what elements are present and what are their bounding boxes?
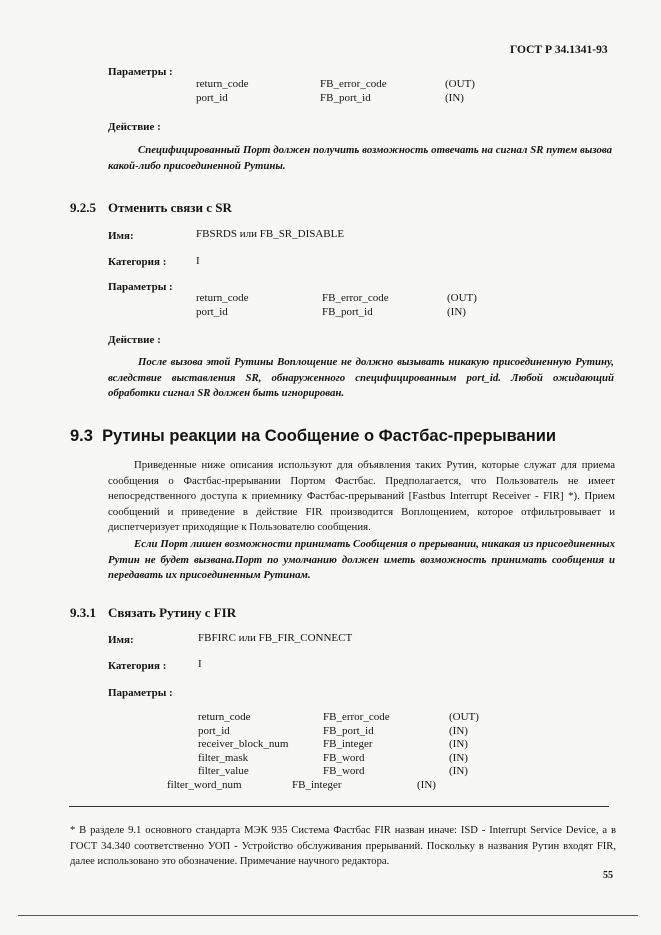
name-label: Имя: — [108, 230, 134, 242]
param-name: port_id — [196, 305, 228, 318]
param-row — [0, 292, 661, 306]
param-type: FB_port_id — [320, 91, 371, 104]
section-number: 9.3.1 — [70, 605, 96, 620]
param-row — [0, 765, 661, 779]
footnote-divider — [69, 806, 609, 807]
name-value: FBFIRC или FB_FIR_CONNECT — [198, 632, 353, 644]
action-text: После вызова этой Рутины Воплощение не должно вызывать никакую присоединенную Рутину, вследствие выставления SR, обнаруженного специфицированным port_id. Любой ожидающий обработки сигнал SR должен быть игнорирован. — [108, 356, 614, 399]
param-type: FB_word — [323, 765, 365, 777]
param-type: FB_error_code — [323, 711, 390, 723]
param-name: port_id — [198, 724, 230, 737]
params-table-3 — [0, 711, 661, 792]
param-type: FB_word — [323, 751, 365, 764]
param-dir: (IN) — [449, 751, 468, 764]
name-value: FBSRDS или FB_SR_DISABLE — [196, 228, 345, 240]
param-row — [0, 306, 661, 320]
param-type: FB_error_code — [322, 292, 389, 304]
section-title: Отменить связи с SR — [108, 200, 232, 215]
section-heading-9-3-1 — [70, 605, 236, 621]
param-name: filter_mask — [198, 751, 249, 764]
section-number: 9.2.5 — [70, 200, 96, 215]
category-label: Категория : — [108, 256, 167, 268]
param-row — [0, 738, 661, 752]
name-label: Имя: — [108, 634, 134, 646]
param-type: FB_port_id — [322, 305, 373, 318]
param-type: FB_port_id — [323, 724, 374, 737]
category-value: I — [196, 255, 200, 267]
param-name: return_code — [196, 78, 249, 90]
category-label: Категория : — [108, 660, 167, 672]
param-dir: (OUT) — [445, 78, 475, 90]
category-value: I — [198, 658, 202, 670]
param-dir: (OUT) — [449, 711, 479, 723]
param-name: return_code — [196, 292, 249, 304]
param-row — [0, 779, 661, 793]
action-text: Специфицированный Порт должен получить возможность отвечать на сигнал SR путем вызова какой-либо присоединенной Рутины. — [108, 144, 612, 172]
param-dir: (IN) — [447, 305, 466, 318]
param-name: return_code — [198, 711, 251, 723]
params-table-1 — [0, 78, 661, 105]
param-row — [0, 752, 661, 766]
section-title: Связать Рутину с FIR — [108, 605, 237, 620]
action-label: Действие : — [108, 121, 161, 133]
param-row — [0, 725, 661, 739]
param-type: FB_integer — [292, 778, 342, 791]
running-header: ГОСТ Р 34.1341-93 — [510, 44, 608, 56]
param-row — [0, 92, 661, 106]
intro-paragraph-italic: Если Порт лишен возможности принимать Сообщения о прерывании, никакая из присоединенных Рутин не будет вызвана.Порт по умолчанию должен иметь возможность принимать сообщения и передавать их присоединенным Рутинам. — [108, 538, 615, 581]
param-name: filter_value — [198, 765, 249, 777]
section-number: 9.3 — [70, 427, 93, 445]
intro-paragraph: Приведенные ниже описания используют для объявления таких Рутин, которые служат для приема сообщения о Фастбас-прерывании Портом Фастбас. Предполагается, что Пользователь не имеет непосредственного доступа к приемнику Фастбас-прерываний [Fastbus Interrupt Receiver - FIR] *). Прием сообщений и приведение в действие FIR производится Воплощением, которое отфильтровывает и диспетчеризует приходящие к Пользователю сообщения. — [108, 459, 615, 533]
params-label: Параметры : — [108, 66, 173, 78]
param-name: port_id — [196, 91, 228, 104]
footnote: * В разделе 9.1 основного стандарта МЭК 935 Система Фастбас FIR назван иначе: ISD - Interrupt Service Device, а в ГОСТ 34.340 соответственно УОП - Устройство обслуживания прерываний. Поскольку в названия Рутин входят FIR, далее использовано это обозначение. Примечание научного редактора. — [70, 825, 616, 867]
param-dir: (IN) — [445, 91, 464, 104]
page-number: 55 — [603, 870, 613, 881]
param-dir: (IN) — [417, 778, 436, 791]
param-type: FB_integer — [323, 738, 373, 750]
param-type: FB_error_code — [320, 78, 387, 90]
param-row — [0, 78, 661, 92]
section-title: Рутины реакции на Сообщение о Фастбас-прерывании — [102, 427, 556, 445]
action-label: Действие : — [108, 334, 161, 346]
param-dir: (IN) — [449, 765, 468, 777]
param-name: filter_word_num — [167, 778, 242, 791]
param-dir: (IN) — [449, 724, 468, 737]
bottom-edge-line — [18, 915, 638, 916]
param-row — [0, 711, 661, 725]
params-label: Параметры : — [108, 281, 173, 293]
params-table-2 — [0, 292, 661, 319]
params-label: Параметры : — [108, 687, 173, 699]
section-heading-9-3 — [70, 427, 556, 446]
param-name: receiver_block_num — [198, 738, 289, 750]
param-dir: (OUT) — [447, 292, 477, 304]
section-heading-9-2-5 — [70, 200, 232, 216]
param-dir: (IN) — [449, 738, 468, 750]
